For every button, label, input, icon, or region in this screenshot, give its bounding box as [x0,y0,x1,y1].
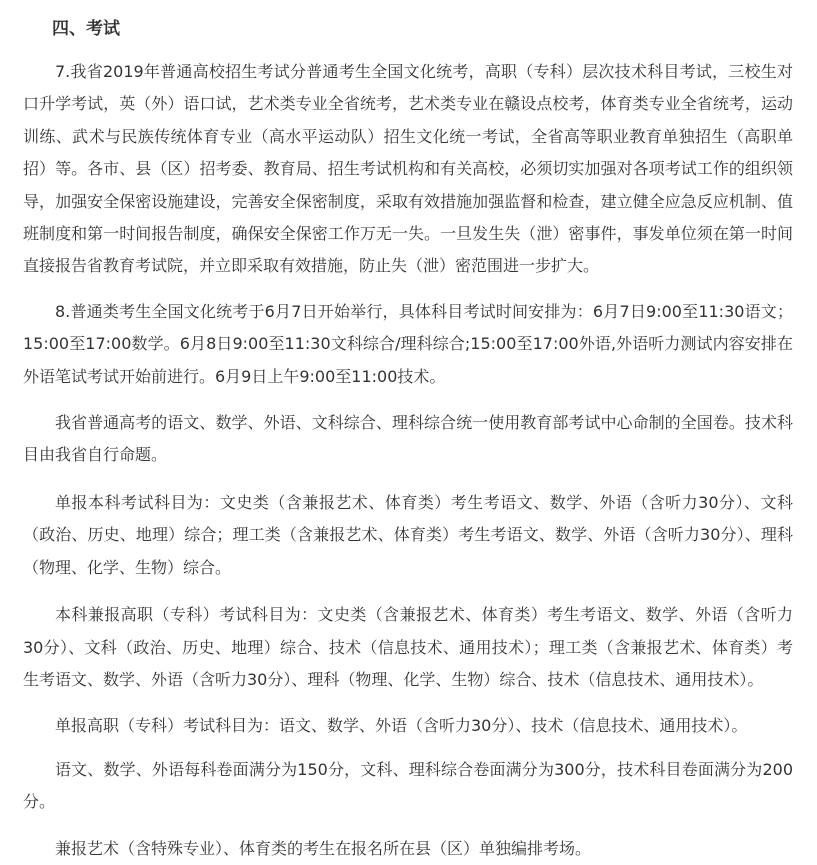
section-heading: 四、考试 [52,19,120,39]
paragraph-national-paper: 我省普通高考的语文、数学、外语、文科综合、理科综合统一使用教育部考试中心命制的全国卷。技术科目由我省自行命题。 [23,413,793,465]
paragraph-dual-application-subjects: 本科兼报高职（专科）考试科目为：文史类（含兼报艺术、体育类）考生考语文、数学、外语（含听力30分）、文科（政治、历史、地理）综合、技术（信息技术、通用技术）；理工类（含兼报艺术、体育类）考生考语文、数学、外语（含听力30分）、理科（物理、化学、生物）综合、技术（信息技术、通用技术）。 [23,605,793,689]
paragraph-full-scores: 语文、数学、外语每科卷面满分为150分，文科、理科综合卷面满分为300分，技术科目卷面满分为200分。 [23,759,793,812]
paragraph-exam-schedule: 8.普通类考生全国文化统考于6月7日开始举行，具体科目考试时间安排为：6月7日9:00至11:30语文；15:00至17:00数学。6月8日9:00至11:30文科综合/理科综合;15:00至17:00外语,外语听力测试内容安排在外语笔试考试开始前进行。6月9日上午9:00至11:00技术。 [23,301,793,386]
paragraph-art-sports-rooms: 兼报艺术（含特殊专业）、体育类的考生在报名所在县（区）单独编排考场。 [55,838,592,858]
paragraph-undergraduate-subjects: 单报本科考试科目为：文史类（含兼报艺术、体育类）考生考语文、数学、外语（含听力30分）、文科（政治、历史、地理）综合；理工类（含兼报艺术、体育类）考生考语文、数学、外语（含听力30分）、理科（物理、化学、生物）综合。 [23,492,793,577]
paragraph-vocational-subjects: 单报高职（专科）考试科目为：语文、数学、外语（含听力30分）、技术（信息技术、通用技术）。 [55,716,748,736]
paragraph-exam-security: 7.我省2019年普通高校招生考试分普通考生全国文化统考，高职（专科）层次技术科目考试，三校生对口升学考试，英（外）语口试，艺术类专业全省统考，艺术类专业在赣设点校考，体育类专业全省统考，运动训练、武术与民族传统体育专业（高水平运动队）招生文化统一考试，全省高等职业教育单独招生（高职单招）等。各市、县（区）招考委、教育局、招生考试机构和有关高校，必须切实加强对各项考试工作的组织领导，加强安全保密设施建设，完善安全保密制度，采取有效措施加强监督和检查，建立健全应急反应机制、值班制度和第一时间报告制度，确保安全保密工作万无一失。一旦发生失（泄）密事件，事发单位须在第一时间直接报告省教育考试院，并立即采取有效措施，防止失（泄）密范围进一步扩大。 [23,62,793,276]
